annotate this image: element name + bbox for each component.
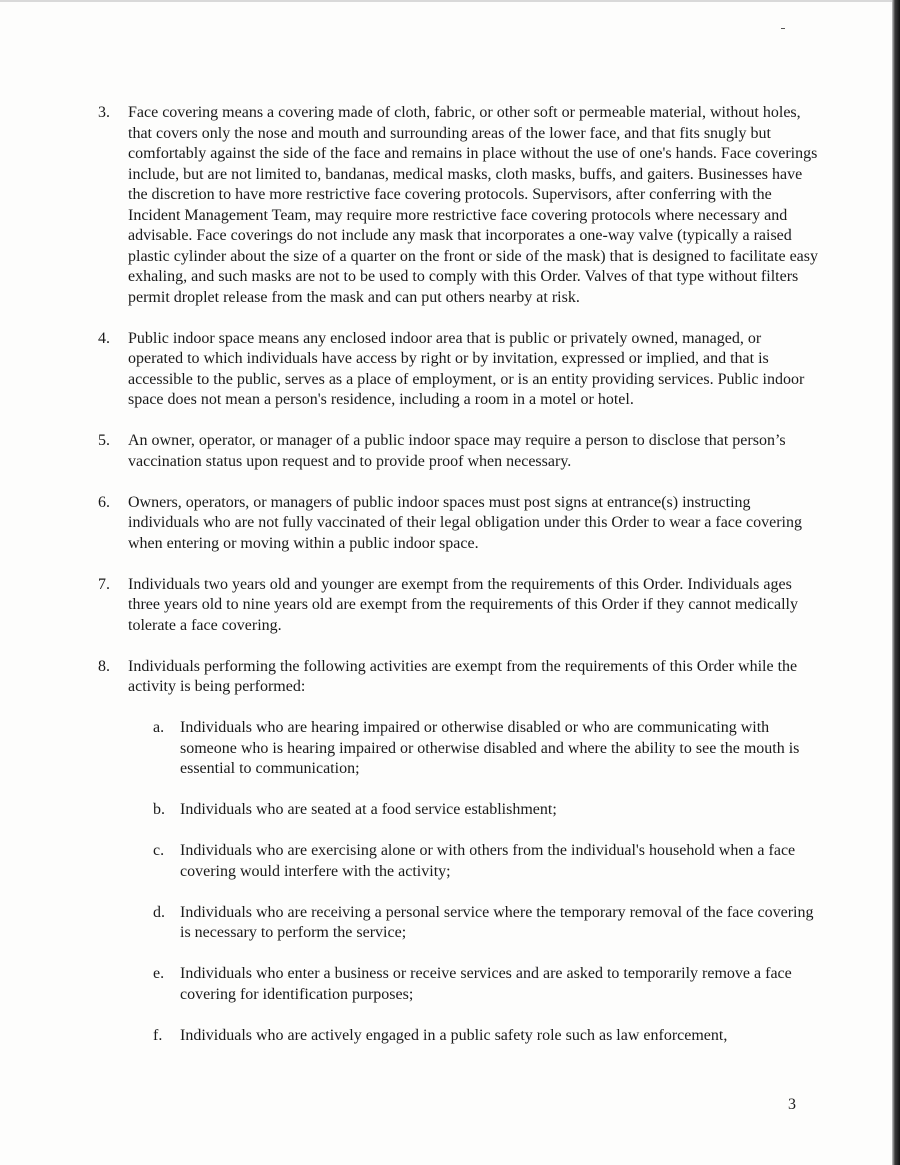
sublist-item-f	[153, 1026, 818, 1047]
item-text: Individuals two years old and younger are exempt from the requirements of this Order. Individuals ages three years old to nine years old are exempt from the requirements of this Order if they cannot medically tolerate a face covering.	[128, 575, 798, 634]
item-text: Public indoor space means any enclosed indoor area that is public or privately owned, managed, or operated to which individuals have access by right or by invitation, expressed or implied, and that is accessible to the public, serves as a place of employment, or is an entity providing services. Public indoor space does not mean a person's residence, including a room in a motel or hotel.	[128, 329, 805, 408]
sub-letter: e.	[153, 965, 165, 982]
item-text: Face covering means a covering made of cloth, fabric, or other soft or permeable material, without holes, that covers only the nose and mouth and surrounding areas of the lower face, and that fits snugly but comfortably against the side of the face and remains in place without the use of one's hands. Face coverings include, but are not limited to, bandanas, medical masks, cloth masks, buffs, and gaiters. Businesses have the discretion to have more restrictive face covering protocols. Supervisors, after conferring with the Incident Management Team, may require more restrictive face covering protocols where necessary and advisable. Face coverings do not include any mask that incorporates a one-way valve (typically a raised plastic cylinder about the size of a quarter on the front or side of the mask) that is designed to facilitate easy exhaling, and such masks are not to be used to comply with this Order. Valves of that type without filters permit droplet release from the mask and can put others nearby at risk.	[128, 104, 818, 306]
item-number: 8.	[98, 657, 110, 675]
list-item-5	[98, 431, 818, 472]
sublist-item-e	[153, 964, 818, 1005]
sub-text: Individuals who are exercising alone or with others from the individual's household when a face covering would interfere with the activity;	[180, 842, 796, 880]
sub-letter: c.	[153, 842, 165, 859]
page-number: 3	[788, 1096, 796, 1113]
item-number: 7.	[98, 575, 110, 593]
scan-speck	[781, 28, 785, 29]
sub-letter: a.	[153, 719, 165, 736]
scan-right-edge	[892, 0, 900, 1165]
item-number: 3.	[98, 104, 110, 121]
list-item-8	[98, 657, 818, 698]
sub-text: Individuals who are seated at a food service establishment;	[180, 801, 557, 818]
item-text: An owner, operator, or manager of a public indoor space may require a person to disclose that person’s vaccination status upon request and to provide proof when necessary.	[128, 432, 786, 470]
list-item-4	[98, 329, 818, 411]
item-number: 5.	[98, 432, 110, 449]
scan-top-edge	[0, 0, 892, 2]
item-text: Owners, operators, or managers of public indoor spaces must post signs at entrance(s) instructing individuals who are not fully vaccinated of their legal obligation under this Order to wear a face covering when entering or moving within a public indoor space.	[128, 493, 802, 552]
sub-text: Individuals who are receiving a personal service where the temporary removal of the face covering is necessary to perform the service;	[180, 903, 814, 941]
sub-text: Individuals who are actively engaged in a public safety role such as law enforcement,	[180, 1026, 728, 1044]
list-item-3	[98, 103, 818, 308]
list-item-6	[98, 493, 818, 555]
sublist-item-d	[153, 903, 818, 944]
item-number: 6.	[98, 493, 110, 511]
item-text: Individuals performing the following activities are exempt from the requirements of this Order while the activity is being performed:	[128, 657, 798, 695]
sublist-item-a	[153, 718, 818, 780]
document-body	[98, 103, 818, 1067]
sublist-item-b	[153, 800, 818, 821]
sub-letter: d.	[153, 903, 165, 921]
sublist-item-c	[153, 841, 818, 882]
list-item-7	[98, 575, 818, 637]
sub-letter: b.	[153, 801, 165, 818]
item-number: 4.	[98, 329, 110, 347]
sub-text: Individuals who are hearing impaired or otherwise disabled or who are communicating with someone who is hearing impaired or otherwise disabled and where the ability to see the mouth is essential to communication;	[180, 719, 800, 777]
sub-letter: f.	[153, 1026, 163, 1044]
exemption-sublist	[153, 718, 818, 1046]
sub-text: Individuals who enter a business or receive services and are asked to temporarily remove a face covering for identification purposes;	[180, 965, 792, 1003]
